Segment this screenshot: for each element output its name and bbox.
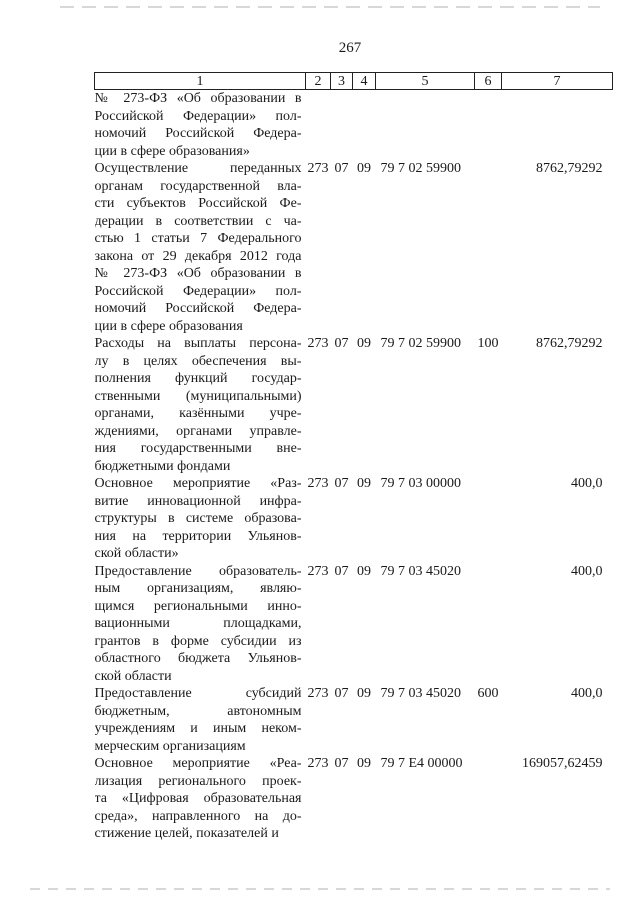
description-line: ния на территории Ульянов- (94, 528, 302, 544)
row-description (95, 160, 306, 335)
description-line: та «Цифровая образовательная (94, 791, 302, 806)
row-target-article (376, 90, 475, 161)
row-amount: 400,0 (571, 686, 603, 701)
budget-table (94, 72, 613, 843)
row-amount: 8762,79292 (536, 336, 603, 351)
row-subsection-code: 09 (357, 686, 371, 701)
description-line: лизация регионального проек- (94, 773, 302, 789)
table-row (95, 563, 613, 686)
description-line: Российской Федерации» пол- (94, 108, 302, 124)
table-row (95, 475, 613, 563)
description-line: щимся региональными инно- (94, 598, 302, 614)
row-section-code (331, 90, 353, 161)
row-description (95, 563, 306, 686)
description-line: органами, казёнными учре- (94, 406, 302, 421)
row-description (95, 475, 306, 563)
row-section-code: 07 (334, 336, 349, 351)
description-line: структуры в системе образова- (94, 511, 302, 526)
description-line: Основное мероприятие «Раз- (94, 476, 302, 491)
header-col-6: 6 (475, 73, 502, 90)
row-gr-code: 273 (307, 476, 329, 491)
row-description (95, 755, 306, 843)
description-line: закона от 29 декабря 2012 года (94, 248, 302, 264)
table-row (95, 685, 613, 755)
description-line: № 273-ФЗ «Об образовании в (94, 266, 302, 281)
row-section-code: 07 (334, 161, 349, 176)
scan-edge-top (60, 6, 600, 8)
description-line: грантов в форме субсидии из (94, 633, 302, 649)
description-line: ным организациям, являю- (94, 581, 302, 596)
row-gr-code: 273 (307, 563, 329, 579)
description-line: Расходы на выплаты персона- (94, 336, 302, 351)
description-line: бюджетным, автономным (94, 703, 302, 719)
description-line: Предоставление образователь- (94, 563, 302, 579)
description-line: ждениями, органами управле- (94, 423, 302, 439)
description-line: дерации в соответствии с ча- (94, 213, 302, 229)
description-line: учреждениям и иным неком- (94, 721, 302, 736)
table-row (95, 755, 613, 843)
table-header (95, 73, 613, 90)
description-line: номочий Российской Федера- (94, 301, 302, 316)
header-col-1: 1 (95, 73, 306, 90)
description-line: органам государственной вла- (94, 178, 302, 194)
description-line: Осуществление переданных (94, 161, 302, 176)
description-line: ской области (94, 668, 172, 684)
row-target-article: 79 7 02 59900 (380, 336, 461, 351)
description-line: вационными площадками, (94, 616, 302, 631)
row-subsection-code (353, 90, 376, 161)
description-line: витие инновационной инфра- (94, 493, 302, 509)
row-description (95, 685, 306, 755)
row-gr-code: 273 (307, 336, 329, 351)
row-subsection-code: 09 (357, 476, 371, 491)
row-expense-type: 100 (477, 336, 499, 351)
row-gr-code (306, 90, 331, 161)
header-col-5: 5 (376, 73, 475, 90)
description-line: Предоставление субсидий (94, 686, 302, 701)
description-line: стью 1 статьи 7 Федерального (94, 231, 302, 246)
description-line: бюджетными фондами (94, 458, 231, 474)
table-row (95, 335, 613, 475)
scan-edge-bottom (30, 888, 610, 890)
description-line: ской области» (94, 546, 179, 561)
row-subsection-code: 09 (357, 161, 371, 176)
description-line: лу в целях обеспечения вы- (94, 353, 302, 369)
header-col-4: 4 (353, 73, 376, 90)
row-expense-type (475, 755, 502, 843)
header-col-2: 2 (306, 73, 331, 90)
row-target-article: 79 7 03 00000 (380, 476, 461, 491)
description-line: номочий Российской Федера- (94, 126, 302, 141)
row-expense-type (475, 160, 502, 335)
header-col-3: 3 (331, 73, 353, 90)
row-amount: 400,0 (571, 563, 603, 579)
description-line: Российской Федерации» пол- (94, 283, 302, 299)
row-target-article: 79 7 E4 00000 (380, 756, 463, 771)
row-description (95, 90, 306, 161)
row-gr-code: 273 (307, 161, 329, 176)
table-row (95, 160, 613, 335)
row-expense-type: 600 (477, 686, 499, 701)
description-line: ственными (муниципальными) (94, 388, 302, 404)
description-line: ния государственными вне- (94, 441, 302, 456)
row-amount: 169057,62459 (522, 756, 603, 771)
row-section-code: 07 (334, 563, 349, 579)
row-expense-type (475, 563, 502, 686)
description-line: стижение целей, показателей и (94, 826, 279, 841)
description-line: Основное мероприятие «Реа- (94, 756, 302, 771)
table-body (95, 90, 613, 843)
row-target-article: 79 7 02 59900 (380, 161, 461, 176)
description-line: ции в сфере образования (94, 318, 243, 334)
description-line: мерческим организациям (94, 738, 246, 754)
row-gr-code: 273 (307, 686, 329, 701)
row-amount (502, 90, 613, 161)
header-col-7: 7 (502, 73, 613, 90)
row-target-article: 79 7 03 45020 (380, 686, 461, 701)
page-number: 267 (338, 40, 362, 56)
row-subsection-code: 09 (357, 336, 371, 351)
description-line: полнения функций государ- (94, 371, 302, 386)
description-line: № 273-ФЗ «Об образовании в (94, 91, 302, 106)
description-line: областного бюджета Ульянов- (94, 651, 302, 666)
row-amount: 8762,79292 (536, 161, 603, 176)
description-line: среда», направленного на до- (94, 808, 302, 824)
row-section-code: 07 (334, 756, 349, 771)
row-subsection-code: 09 (357, 756, 371, 771)
row-expense-type (475, 475, 502, 563)
table-row (95, 90, 613, 161)
row-amount: 400,0 (571, 476, 603, 491)
row-section-code: 07 (334, 476, 349, 491)
row-section-code: 07 (334, 686, 349, 701)
description-line: ции в сфере образования» (94, 143, 250, 159)
row-subsection-code: 09 (357, 563, 371, 579)
description-line: сти субъектов Российской Фе- (94, 196, 302, 211)
row-target-article: 79 7 03 45020 (380, 563, 461, 579)
row-description (95, 335, 306, 475)
row-gr-code: 273 (307, 756, 329, 771)
row-expense-type (475, 90, 502, 161)
